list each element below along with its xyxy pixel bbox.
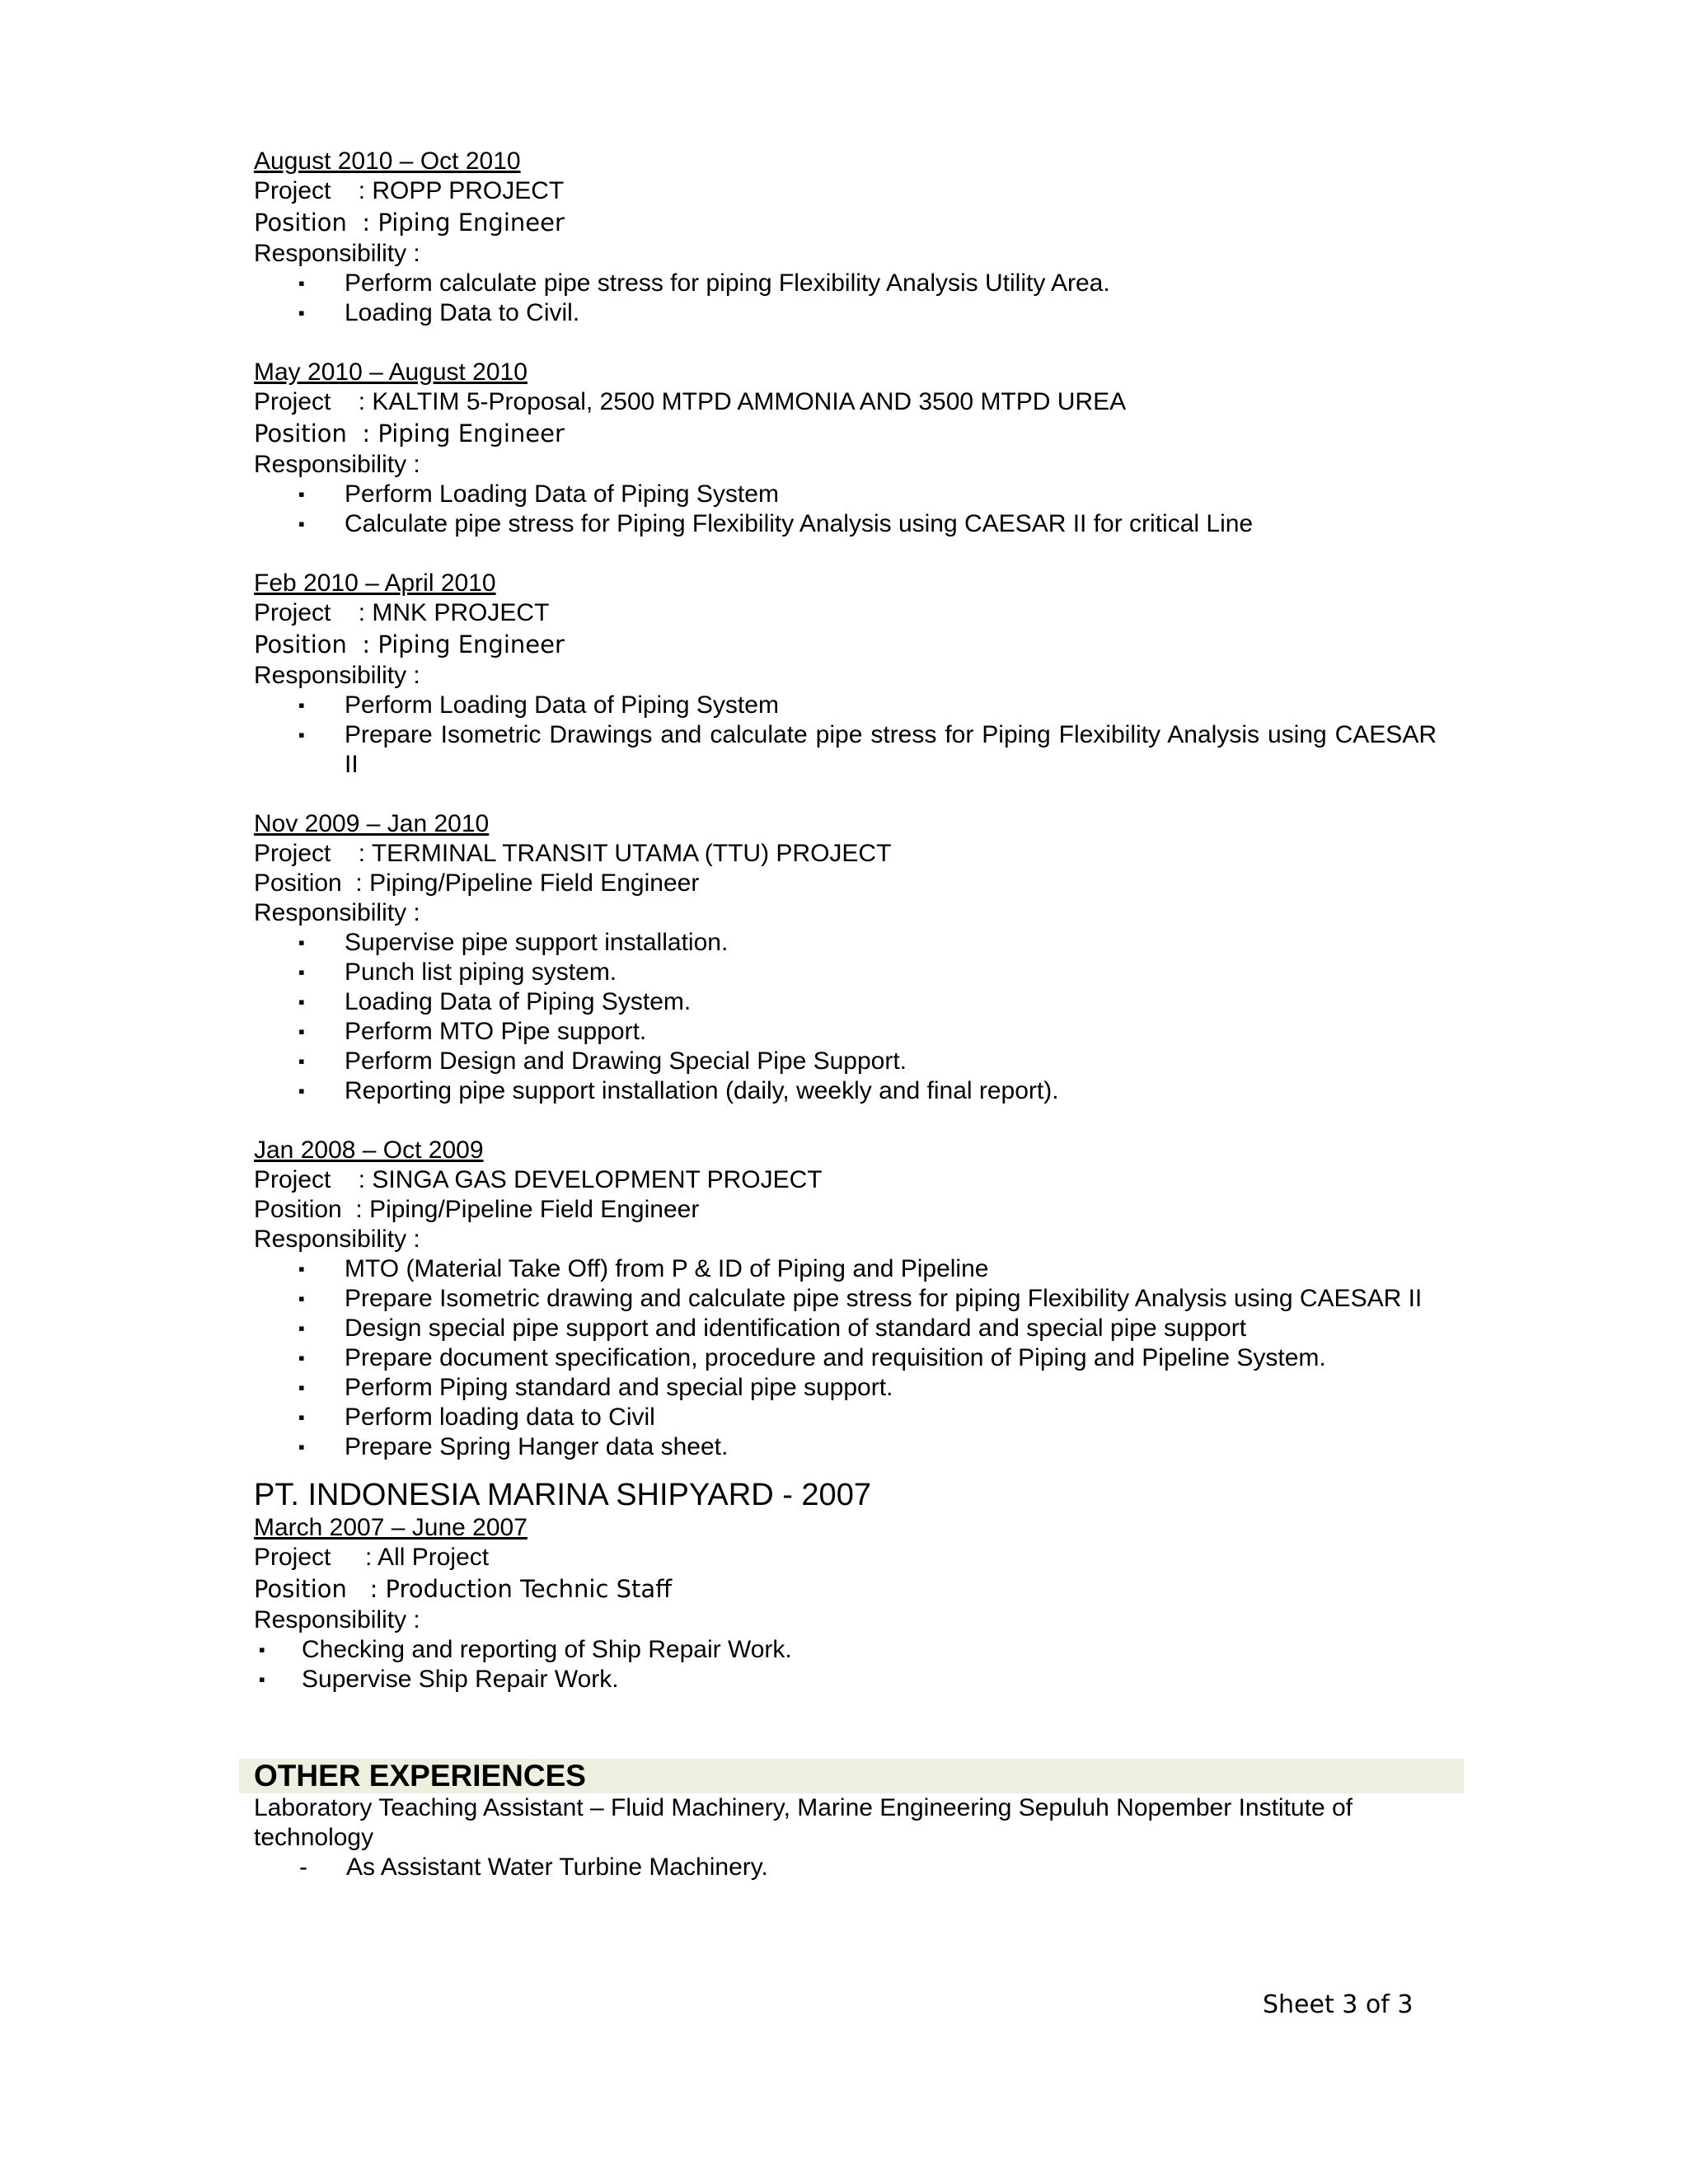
responsibility-label: Responsibility : [254,240,420,267]
list-item: ▪ Perform Loading Data of Piping System [345,480,1437,509]
job-project: Project : MNK PROJECT [254,599,550,626]
job-date: May 2010 – August 2010 [254,359,528,386]
responsibility-list [254,691,1437,780]
job-position: Position : Piping/Pipeline Field Engineer [254,1196,700,1223]
responsibility-label: Responsibility : [254,899,420,926]
company-heading: PT. INDONESIA MARINA SHIPYARD - 2007 [254,1478,871,1512]
list-item: ▪ Calculate pipe stress for Piping Flexibility Analysis using CAESAR II for critical Line [345,509,1437,539]
job-entry [254,358,1437,539]
list-item: ▪ Perform Piping standard and special pipe support. [345,1373,1437,1403]
list-item: ▪ Supervise Ship Repair Work. [302,1665,1437,1694]
job-entry [254,809,1437,1106]
job-entry [254,147,1437,328]
list-item: ▪ Prepare document specification, procedure and requisition of Piping and Pipeline System. [345,1343,1437,1373]
list-item: ▪ MTO (Material Take Off) from P & ID of Piping and Pipeline [345,1254,1437,1284]
list-item: ▪ Prepare Spring Hanger data sheet. [345,1432,1437,1462]
job-project: Project : SINGA GAS DEVELOPMENT PROJECT [254,1166,823,1193]
other-experience-text: Laboratory Teaching Assistant – Fluid Machinery, Marine Engineering Sepuluh Nopember Institute of technology [254,1794,1353,1851]
responsibility-label: Responsibility : [254,1606,420,1633]
list-item: ▪ Supervise pipe support installation. [345,928,1437,958]
responsibility-label: Responsibility : [254,662,420,689]
responsibility-list [254,480,1437,539]
responsibility-list [254,269,1437,328]
list-item: ▪ Prepare Isometric drawing and calculate pipe stress for piping Flexibility Analysis using CAESAR II [345,1284,1437,1314]
job-project: Project : TERMINAL TRANSIT UTAMA (TTU) PROJECT [254,840,892,867]
responsibility-list [254,1635,1437,1694]
other-experience-list [254,1853,1437,1882]
list-item: ▪ Perform Loading Data of Piping System [345,691,1437,720]
job-project: Project : KALTIM 5-Proposal, 2500 MTPD AMMONIA AND 3500 MTPD UREA [254,388,1127,415]
job-position: Position : Piping/Pipeline Field Engineer [254,869,700,897]
job-project: Project : All Project [254,1544,490,1571]
list-item: ▪ Loading Data to Civil. [345,298,1437,328]
responsibility-label: Responsibility : [254,451,420,478]
section-heading: OTHER EXPERIENCES [239,1759,1464,1793]
list-item: ▪ Perform MTO Pipe support. [345,1017,1437,1047]
list-item: ▪ Reporting pipe support installation (daily, weekly and final report). [345,1076,1437,1106]
list-item: ▪ Checking and reporting of Ship Repair Work. [302,1635,1437,1665]
job-position: Position : Piping Engineer [254,630,565,658]
responsibility-list [254,928,1437,1106]
responsibility-label: Responsibility : [254,1226,420,1253]
list-item: ▪ Design special pipe support and identification of standard and special pipe support [345,1314,1437,1343]
job-entry [254,1136,1437,1462]
job-date: Jan 2008 – Oct 2009 [254,1137,484,1164]
page-footer: Sheet 3 of 3 [1263,1990,1414,2019]
list-item: ▪ Perform Design and Drawing Special Pipe Support. [345,1047,1437,1076]
resume-page [254,147,1437,1882]
job-date: March 2007 – June 2007 [254,1514,528,1541]
job-entry [254,569,1437,780]
job-project: Project : ROPP PROJECT [254,177,565,204]
list-item: ▪ Perform loading data to Civil [345,1403,1437,1432]
list-item: ▪ Punch list piping system. [345,958,1437,987]
job-date: Nov 2009 – Jan 2010 [254,810,490,837]
list-item: - As Assistant Water Turbine Machinery. [346,1853,1437,1882]
job-date: August 2010 – Oct 2010 [254,148,521,175]
list-item: ▪ Loading Data of Piping System. [345,987,1437,1017]
list-item: ▪ Prepare Isometric Drawings and calculate pipe stress for Piping Flexibility Analysis using CAESAR II [345,720,1437,780]
job-date: Feb 2010 – April 2010 [254,569,496,597]
responsibility-list [254,1254,1437,1462]
job-position: Position : Piping Engineer [254,209,565,237]
job-position: Position : Production Technic Staff [254,1575,673,1603]
job-position: Position : Piping Engineer [254,419,565,448]
list-item: ▪ Perform calculate pipe stress for piping Flexibility Analysis Utility Area. [345,269,1437,298]
